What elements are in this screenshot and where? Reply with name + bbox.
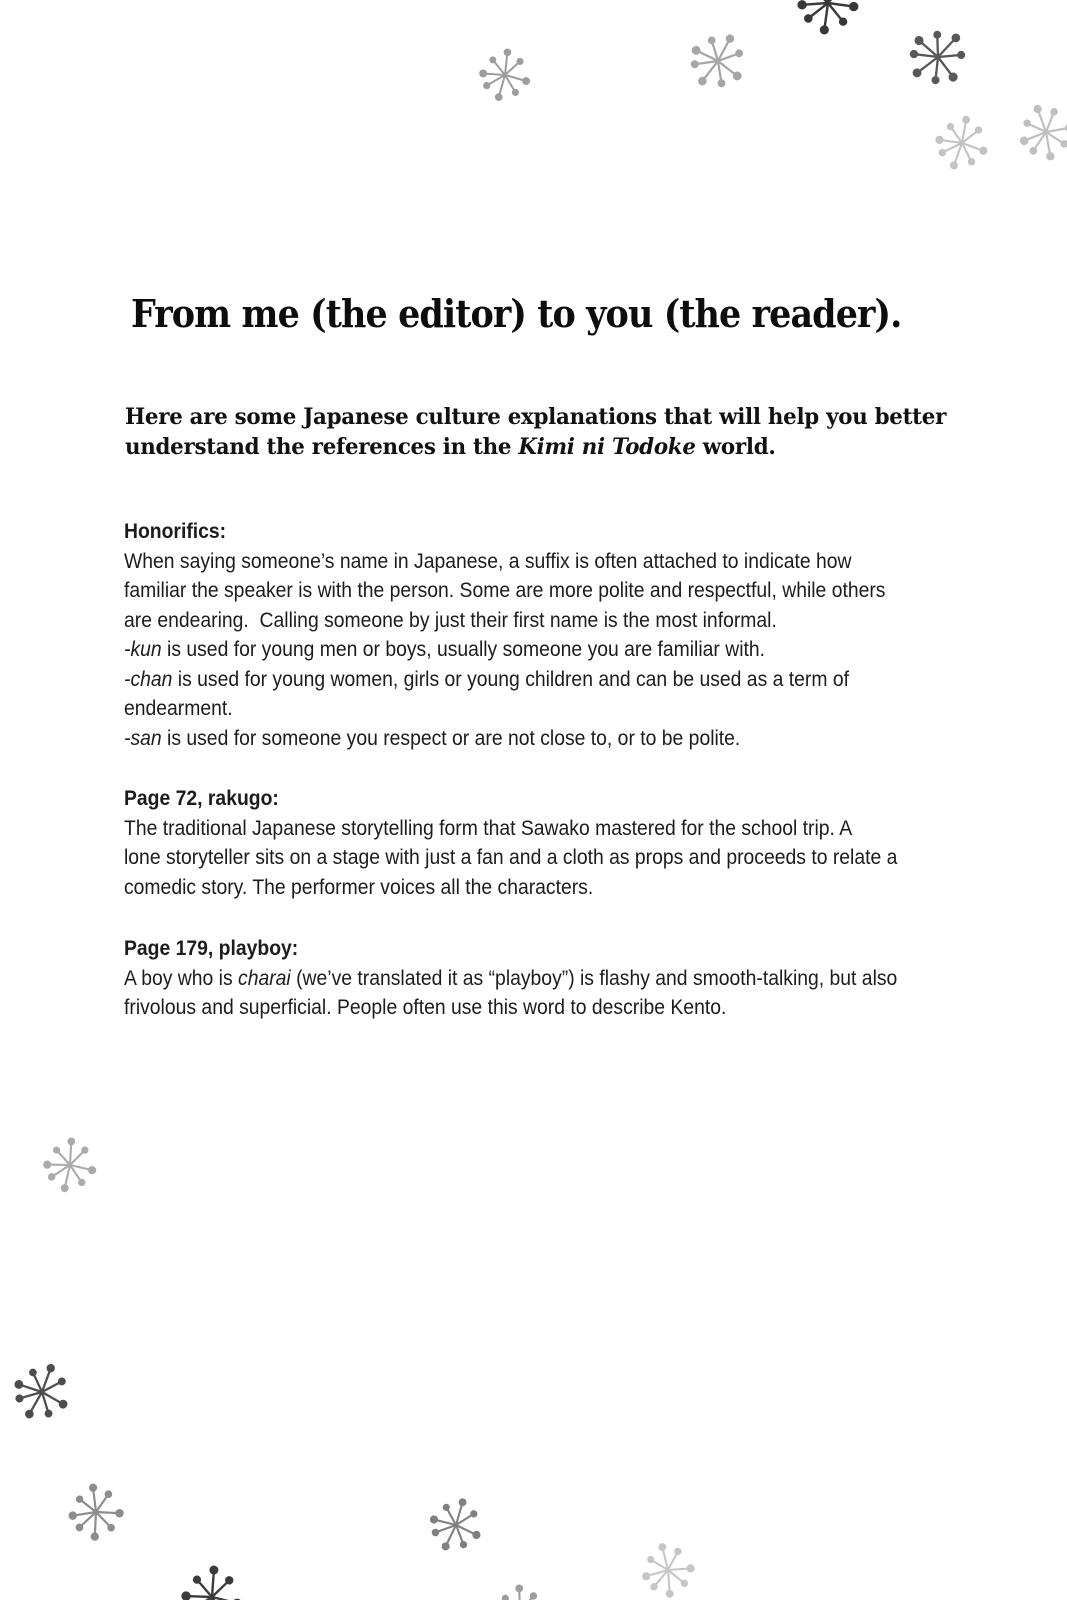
intro-paragraph bbox=[125, 402, 946, 462]
asterisk-snowflake-icon bbox=[40, 1135, 101, 1196]
asterisk-snowflake-icon bbox=[929, 110, 995, 176]
section-rakugo bbox=[124, 784, 897, 902]
text-line: comedic story. The performer voices all the characters. bbox=[124, 874, 594, 899]
text-line: understand the references in the Kimi ni Todoke world. bbox=[125, 434, 776, 460]
text-line: -kun is used for young men or boys, usually someone you are familiar with. bbox=[124, 637, 766, 661]
asterisk-snowflake-icon bbox=[894, 13, 982, 101]
asterisk-snowflake-icon bbox=[421, 1490, 492, 1561]
asterisk-snowflake-icon bbox=[1009, 95, 1067, 168]
text-line: -chan is used for young women, girls or young children and can be used as a term of bbox=[124, 666, 849, 691]
asterisk-snowflake-icon bbox=[475, 45, 536, 106]
section-heading: Honorifics: bbox=[124, 519, 227, 543]
asterisk-snowflake-icon bbox=[177, 1562, 247, 1600]
asterisk-snowflake-icon bbox=[492, 1584, 548, 1600]
section-body bbox=[124, 964, 897, 1023]
text-line: A boy who is charai (we’ve translated it as “playboy”) is flashy and smooth-talking, but also bbox=[124, 965, 898, 990]
text-line: -san is used for someone you respect or are not close to, or to be polite. bbox=[124, 725, 741, 750]
section-heading: Page 72, rakugo: bbox=[124, 786, 279, 810]
text-line: Here are some Japanese culture explanations that will help you better bbox=[125, 404, 947, 430]
text-line: frivolous and superficial. People often use this word to describe Kento. bbox=[124, 995, 727, 1019]
asterisk-snowflake-icon bbox=[677, 20, 759, 102]
section-playboy bbox=[124, 934, 897, 1023]
text-line: lone storyteller sits on a stage with just a fan and a cloth as props and proceeds to relate a bbox=[124, 845, 898, 869]
section-body bbox=[124, 547, 885, 754]
text-line: are endearing. Calling someone by just their first name is the most informal. bbox=[124, 607, 777, 632]
section-heading: Page 179, playboy: bbox=[124, 936, 299, 960]
asterisk-snowflake-icon bbox=[3, 1353, 81, 1431]
asterisk-snowflake-icon bbox=[796, 0, 860, 35]
section-body bbox=[124, 814, 897, 903]
text-line: endearment. bbox=[124, 696, 233, 720]
page-title: From me (the editor) to you (the reader). bbox=[131, 291, 902, 337]
text-line: familiar the speaker is with the person. Some are more polite and respectful, while others bbox=[124, 578, 886, 602]
text-line: The traditional Japanese storytelling form that Sawako mastered for the school trip. A bbox=[124, 815, 853, 840]
text-line: When saying someone’s name in Japanese, a suffix is often attached to indicate how bbox=[124, 548, 852, 573]
asterisk-snowflake-icon bbox=[635, 1537, 701, 1600]
section-honorifics bbox=[124, 517, 885, 753]
asterisk-snowflake-icon bbox=[65, 1481, 128, 1544]
